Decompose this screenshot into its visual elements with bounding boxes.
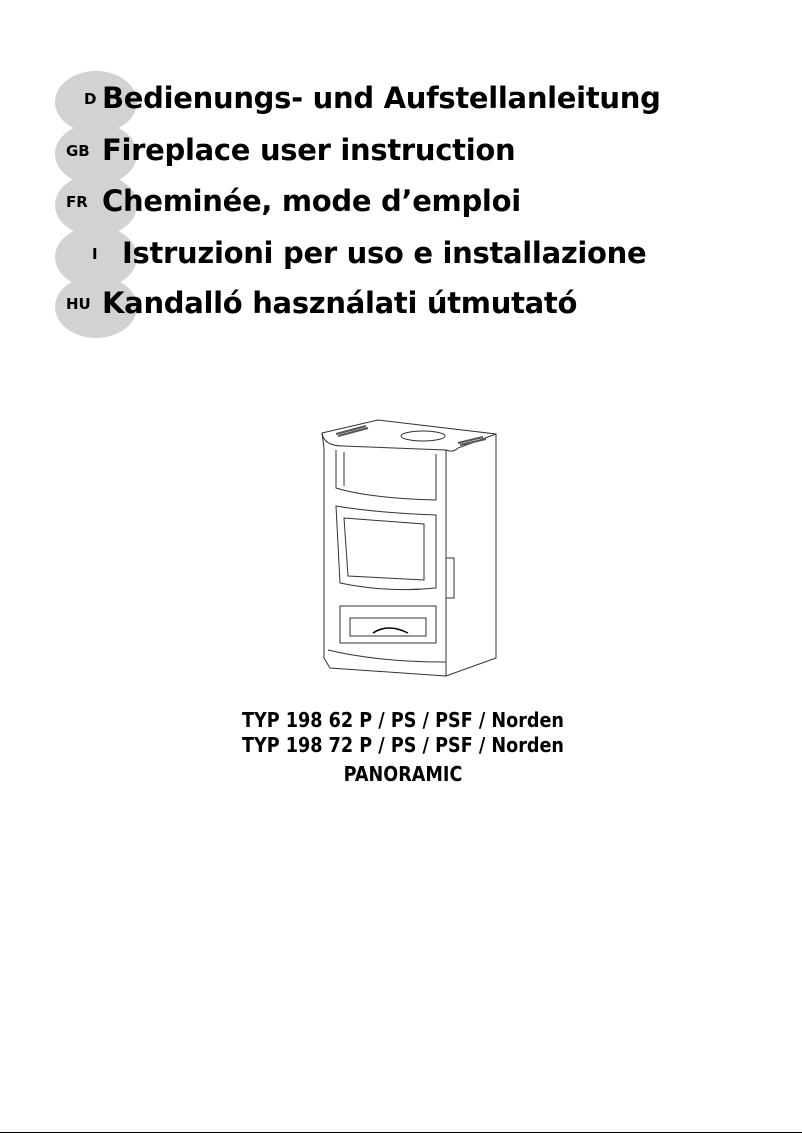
title-de: Bedienungs- und Aufstellanleitung — [102, 81, 661, 115]
title-row-fr — [0, 179, 800, 231]
language-code: D — [84, 90, 97, 108]
model-line-62: TYP 198 62 P / PS / PSF / Norden — [242, 708, 564, 732]
title-row-gb — [0, 128, 800, 180]
title-it: Istruzioni per uso e installazione — [122, 236, 647, 270]
title-hu: Kandalló használati útmutató — [102, 286, 578, 320]
title-gb: Fireplace user instruction — [102, 133, 516, 167]
model-panoramic: PANORAMIC — [343, 762, 463, 786]
title-row-it — [0, 231, 800, 283]
language-code: FR — [66, 193, 88, 211]
stove-illustration — [318, 418, 498, 683]
title-row-hu — [0, 281, 800, 333]
title-fr: Cheminée, mode d’emploi — [102, 184, 521, 218]
bottom-rule — [0, 1132, 802, 1133]
language-code: I — [92, 245, 98, 263]
model-line-72: TYP 198 72 P / PS / PSF / Norden — [242, 733, 564, 757]
language-code: GB — [66, 142, 90, 160]
language-code: HU — [66, 295, 91, 313]
title-row-de — [0, 76, 800, 128]
